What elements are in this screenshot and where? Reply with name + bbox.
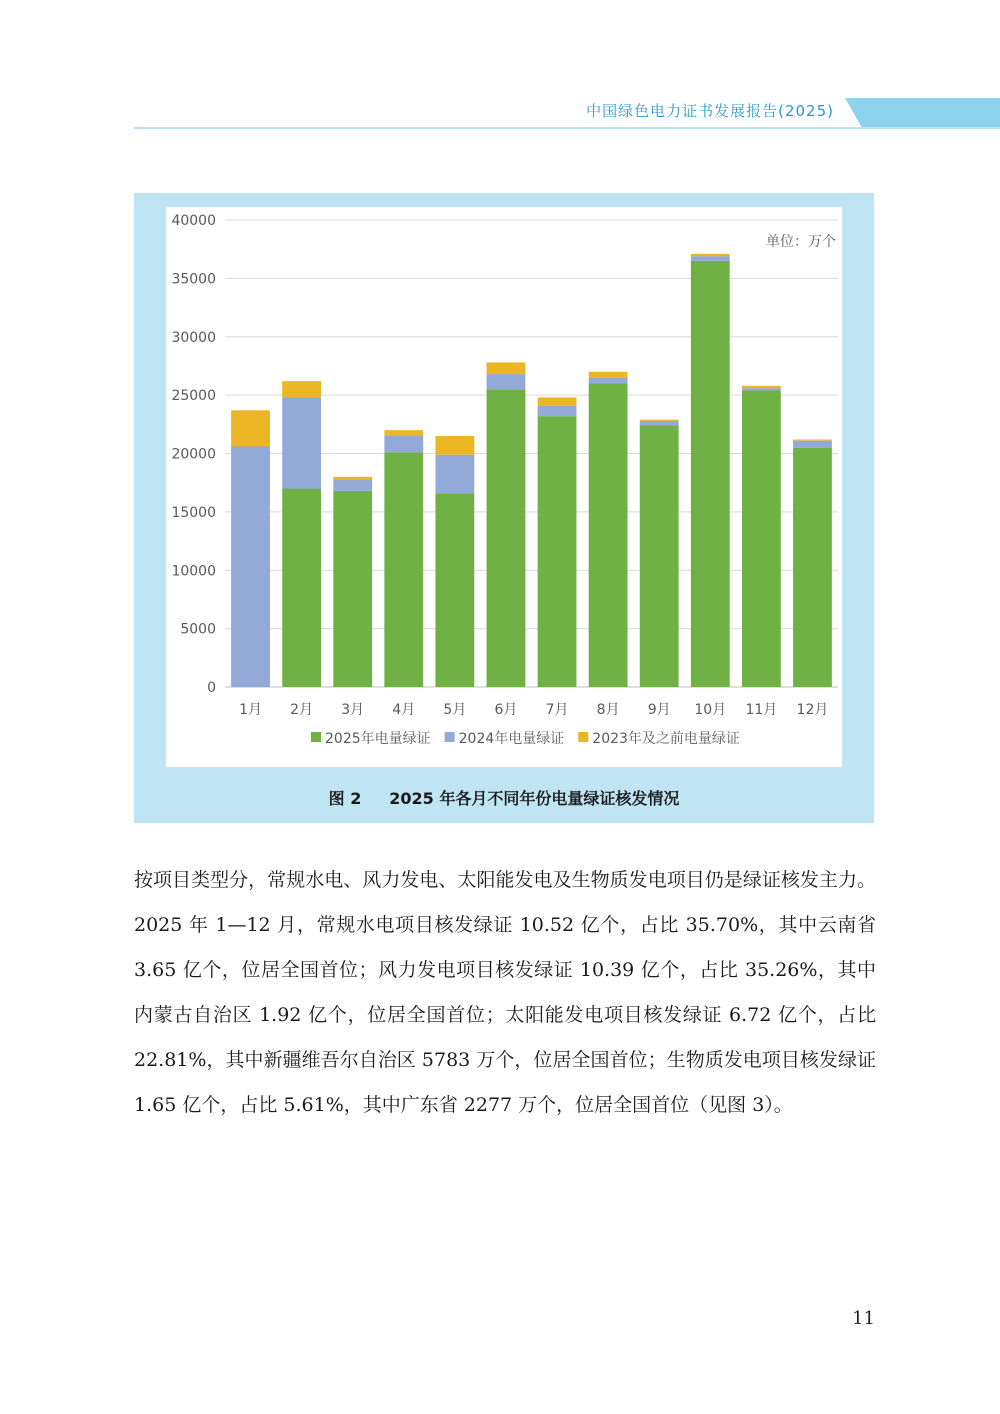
bar-segment-3: [435, 436, 474, 455]
x-tick-label: 7月: [545, 702, 569, 718]
bar-segment-3: [742, 386, 781, 388]
legend-swatch-1: [311, 732, 321, 742]
bar-segment-3: [231, 410, 270, 446]
header-rule: [134, 127, 1000, 129]
bar-segment-1: [742, 390, 781, 687]
bar-segment-2: [742, 388, 781, 390]
bar-segment-1: [435, 493, 474, 687]
x-tick-label: 9月: [647, 702, 671, 718]
y-tick-label: 0: [207, 680, 216, 696]
bar-segment-1: [487, 389, 526, 687]
bar-segment-2: [435, 455, 474, 494]
unit-label: 单位：万个: [766, 234, 836, 250]
page-number: 11: [852, 1308, 875, 1329]
bar-segment-2: [538, 406, 577, 417]
legend-label-1: 2025年电量绿证: [325, 731, 431, 747]
x-tick-label: 5月: [443, 702, 467, 718]
bar-segment-1: [640, 425, 679, 687]
y-tick-label: 35000: [171, 271, 216, 288]
y-tick-label: 20000: [171, 446, 216, 463]
x-tick-label: 3月: [341, 702, 365, 718]
bar-segment-3: [691, 254, 730, 256]
running-header-title: 中国绿色电力证书发展报告(2025): [586, 102, 834, 120]
bar-segment-1: [333, 491, 372, 687]
figure-caption: 图 2 2025 年各月不同年份电量绿证核发情况: [328, 789, 680, 808]
bar-segment-3: [793, 439, 832, 440]
y-tick-label: 10000: [171, 563, 216, 580]
x-tick-label: 8月: [596, 702, 620, 718]
y-tick-label: 15000: [171, 504, 216, 521]
bar-segment-3: [487, 362, 526, 374]
legend-swatch-3: [578, 732, 588, 742]
x-tick-label: 12月: [796, 702, 829, 718]
bar-segment-2: [333, 479, 372, 491]
stacked-bar-chart: [166, 207, 842, 767]
x-tick-label: 10月: [694, 702, 727, 718]
body-paragraph: 按项目类型分，常规水电、风力发电、太阳能发电及生物质发电项目仍是绿证核发主力。2025 年 1—12 月，常规水电项目核发绿证 10.52 亿个，占比 35.70%，其中云南省 3.65 亿个，位居全国首位；风力发电项目核发绿证 10.39 亿个，占比 35.26%，其中内蒙古自治区 1.92 亿个，位居全国首位；太阳能发电项目核发绿证 6.72 亿个，占比 22.81%，其中新疆维吾尔自治区 5783 万个，位居全国首位；生物质发电项目核发绿证 1.65 亿个，占比 5.61%，其中广东省 2277 万个，位居全国首位（见图 3）。: [134, 869, 876, 1116]
bar-segment-3: [333, 477, 372, 479]
bar-segment-2: [589, 378, 628, 384]
bar-segment-1: [691, 261, 730, 687]
x-tick-label: 6月: [494, 702, 518, 718]
bar-segment-2: [793, 441, 832, 448]
y-tick-label: 25000: [171, 388, 216, 405]
y-tick-label: 5000: [180, 621, 216, 638]
bar-segment-3: [589, 372, 628, 378]
legend-swatch-2: [445, 732, 455, 742]
bar-segment-3: [384, 430, 423, 436]
bar-segment-2: [384, 436, 423, 452]
y-tick-label: 40000: [171, 213, 216, 229]
y-tick-label: 30000: [171, 329, 216, 346]
bar-segment-2: [487, 374, 526, 389]
x-tick-label: 1月: [239, 702, 263, 718]
bar-segment-2: [691, 256, 730, 261]
bar-segment-1: [589, 383, 628, 687]
legend-label-2: 2024年电量绿证: [458, 731, 565, 747]
bar-segment-1: [282, 489, 321, 687]
chart-panel: [166, 207, 842, 767]
bar-segment-2: [282, 397, 321, 488]
x-tick-label: 4月: [392, 702, 416, 718]
bar-segment-2: [640, 421, 679, 426]
bar-segment-1: [538, 416, 577, 687]
bar-segment-3: [538, 397, 577, 405]
bar-segment-1: [793, 448, 832, 687]
bar-segment-3: [640, 420, 679, 421]
bar-segment-1: [384, 452, 423, 687]
bar-segment-3: [282, 381, 321, 397]
x-tick-label: 2月: [290, 702, 314, 718]
header-accent-tab: [845, 98, 1000, 128]
legend-label-3: 2023年及之前电量绿证: [592, 731, 740, 747]
bar-segment-2: [231, 446, 270, 687]
x-tick-label: 11月: [745, 702, 778, 718]
